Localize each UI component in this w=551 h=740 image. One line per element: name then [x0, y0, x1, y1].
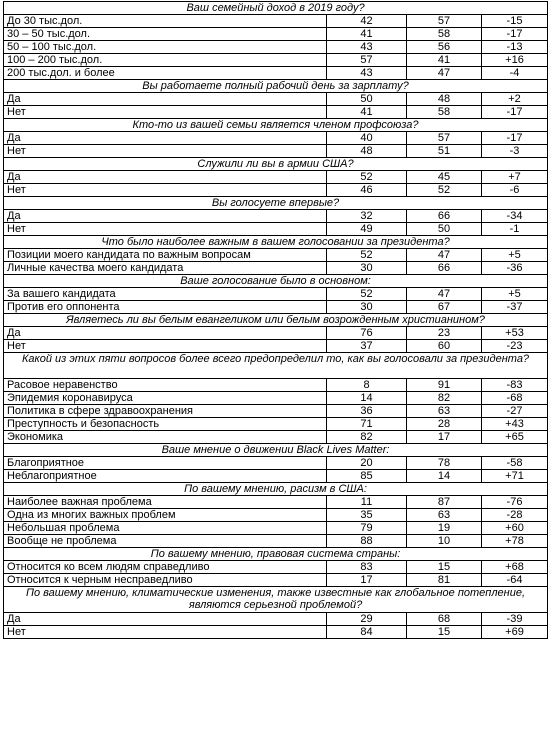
difference-cell: -28	[482, 509, 548, 522]
difference-cell: -39	[482, 613, 548, 626]
value-a-cell: 17	[327, 574, 407, 587]
difference-cell: -4	[482, 67, 548, 80]
value-b-cell: 91	[407, 379, 482, 392]
table-row	[4, 574, 548, 587]
answer-label: Эпидемия коронавируса	[4, 392, 327, 405]
question-text: По вашему мнению, расизм в США:	[4, 483, 548, 496]
answer-label: Экономика	[4, 431, 327, 444]
value-a-cell: 79	[327, 522, 407, 535]
question-row	[4, 2, 548, 15]
value-b-cell: 58	[407, 106, 482, 119]
value-a-cell: 8	[327, 379, 407, 392]
value-a-cell: 35	[327, 509, 407, 522]
value-b-cell: 14	[407, 470, 482, 483]
table-row	[4, 67, 548, 80]
table-row	[4, 249, 548, 262]
question-row	[4, 587, 548, 613]
difference-cell: +68	[482, 561, 548, 574]
question-text: Что было наиболее важным в вашем голосовании за президента?	[4, 236, 548, 249]
table-row	[4, 132, 548, 145]
question-text: Ваше голосование было в основном:	[4, 275, 548, 288]
answer-label: Относится к черным несправедливо	[4, 574, 327, 587]
table-row	[4, 171, 548, 184]
question-row	[4, 548, 548, 561]
value-a-cell: 52	[327, 288, 407, 301]
difference-cell: +60	[482, 522, 548, 535]
value-b-cell: 68	[407, 613, 482, 626]
value-a-cell: 88	[327, 535, 407, 548]
table-row	[4, 223, 548, 236]
value-a-cell: 57	[327, 54, 407, 67]
value-b-cell: 52	[407, 184, 482, 197]
table-row	[4, 93, 548, 106]
difference-cell: -76	[482, 496, 548, 509]
difference-cell: -83	[482, 379, 548, 392]
answer-label: Да	[4, 93, 327, 106]
value-b-cell: 15	[407, 626, 482, 639]
table-row	[4, 210, 548, 223]
answer-label: 100 – 200 тыс.дол.	[4, 54, 327, 67]
value-b-cell: 50	[407, 223, 482, 236]
table-row	[4, 54, 548, 67]
question-row	[4, 158, 548, 171]
table-row	[4, 470, 548, 483]
question-row	[4, 275, 548, 288]
difference-cell: -58	[482, 457, 548, 470]
answer-label: Преступность и безопасность	[4, 418, 327, 431]
table-row	[4, 340, 548, 353]
value-a-cell: 43	[327, 67, 407, 80]
difference-cell: -3	[482, 145, 548, 158]
difference-cell: -23	[482, 340, 548, 353]
value-b-cell: 45	[407, 171, 482, 184]
difference-cell: +7	[482, 171, 548, 184]
value-a-cell: 52	[327, 249, 407, 262]
difference-cell: -27	[482, 405, 548, 418]
value-a-cell: 37	[327, 340, 407, 353]
value-a-cell: 46	[327, 184, 407, 197]
answer-label: Благоприятное	[4, 457, 327, 470]
survey-table	[3, 1, 548, 639]
difference-cell: -68	[482, 392, 548, 405]
answer-label: Неблагоприятное	[4, 470, 327, 483]
value-b-cell: 60	[407, 340, 482, 353]
difference-cell: -1	[482, 223, 548, 236]
difference-cell: -17	[482, 106, 548, 119]
value-a-cell: 83	[327, 561, 407, 574]
value-a-cell: 29	[327, 613, 407, 626]
value-b-cell: 19	[407, 522, 482, 535]
answer-label: Позиции моего кандидата по важным вопросам	[4, 249, 327, 262]
answer-label: 50 – 100 тыс.дол.	[4, 41, 327, 54]
table-row	[4, 262, 548, 275]
table-row	[4, 561, 548, 574]
question-text: Ваш семейный доход в 2019 году?	[4, 2, 548, 15]
value-b-cell: 67	[407, 301, 482, 314]
difference-cell: +43	[482, 418, 548, 431]
difference-cell: -36	[482, 262, 548, 275]
difference-cell: +69	[482, 626, 548, 639]
difference-cell: -64	[482, 574, 548, 587]
value-a-cell: 48	[327, 145, 407, 158]
value-a-cell: 84	[327, 626, 407, 639]
answer-label: Личные качества моего кандидата	[4, 262, 327, 275]
table-row	[4, 405, 548, 418]
table-row	[4, 106, 548, 119]
value-b-cell: 66	[407, 210, 482, 223]
value-a-cell: 41	[327, 106, 407, 119]
value-b-cell: 51	[407, 145, 482, 158]
difference-cell: -34	[482, 210, 548, 223]
value-b-cell: 57	[407, 15, 482, 28]
answer-label: Нет	[4, 184, 327, 197]
answer-label: Нет	[4, 223, 327, 236]
table-row	[4, 522, 548, 535]
question-text: Какой из этих пяти вопросов более всего предопределил то, как вы голосовали за президента?	[4, 353, 548, 379]
table-row	[4, 184, 548, 197]
answer-label: Да	[4, 613, 327, 626]
value-b-cell: 28	[407, 418, 482, 431]
difference-cell: +78	[482, 535, 548, 548]
question-row	[4, 314, 548, 327]
value-a-cell: 43	[327, 41, 407, 54]
table-row	[4, 418, 548, 431]
value-b-cell: 63	[407, 405, 482, 418]
value-b-cell: 63	[407, 509, 482, 522]
value-a-cell: 50	[327, 93, 407, 106]
value-b-cell: 17	[407, 431, 482, 444]
answer-label: Наиболее важная проблема	[4, 496, 327, 509]
difference-cell: +53	[482, 327, 548, 340]
value-b-cell: 58	[407, 28, 482, 41]
answer-label: 30 – 50 тыс.дол.	[4, 28, 327, 41]
answer-label: Одна из многих важных проблем	[4, 509, 327, 522]
question-text: Вы работаете полный рабочий день за зарплату?	[4, 80, 548, 93]
answer-label: Да	[4, 171, 327, 184]
answer-label: Относится ко всем людям справедливо	[4, 561, 327, 574]
value-b-cell: 10	[407, 535, 482, 548]
question-text: Являетесь ли вы белым евангеликом или белым возрожденным христианином?	[4, 314, 548, 327]
table-row	[4, 613, 548, 626]
answer-label: Расовое неравенство	[4, 379, 327, 392]
value-b-cell: 78	[407, 457, 482, 470]
answer-label: Нет	[4, 106, 327, 119]
value-a-cell: 36	[327, 405, 407, 418]
value-a-cell: 41	[327, 28, 407, 41]
question-row	[4, 444, 548, 457]
table-row	[4, 15, 548, 28]
answer-label: Политика в сфере здравоохранения	[4, 405, 327, 418]
question-text: Ваше мнение о движении Black Lives Matter:	[4, 444, 548, 457]
value-a-cell: 30	[327, 262, 407, 275]
table-row	[4, 301, 548, 314]
table-row	[4, 145, 548, 158]
table-row	[4, 457, 548, 470]
value-b-cell: 87	[407, 496, 482, 509]
value-b-cell: 47	[407, 249, 482, 262]
question-row	[4, 119, 548, 132]
question-row	[4, 353, 548, 379]
table-row	[4, 28, 548, 41]
answer-label: Да	[4, 327, 327, 340]
question-row	[4, 236, 548, 249]
table-row	[4, 626, 548, 639]
difference-cell: -17	[482, 28, 548, 41]
question-row	[4, 483, 548, 496]
value-b-cell: 56	[407, 41, 482, 54]
difference-cell: +5	[482, 288, 548, 301]
question-text: По вашему мнению, климатические изменения, также известные как глобальное потепление, являются серьезной проблемой?	[4, 587, 548, 613]
value-a-cell: 49	[327, 223, 407, 236]
value-b-cell: 41	[407, 54, 482, 67]
answer-label: 200 тыс.дол. и более	[4, 67, 327, 80]
difference-cell: -13	[482, 41, 548, 54]
answer-label: Нет	[4, 145, 327, 158]
value-b-cell: 48	[407, 93, 482, 106]
answer-label: Да	[4, 132, 327, 145]
answer-label: Нет	[4, 340, 327, 353]
answer-label: Против его оппонента	[4, 301, 327, 314]
table-row	[4, 496, 548, 509]
table-row	[4, 41, 548, 54]
answer-label: Небольшая проблема	[4, 522, 327, 535]
value-a-cell: 40	[327, 132, 407, 145]
value-b-cell: 82	[407, 392, 482, 405]
table-row	[4, 288, 548, 301]
table-row	[4, 379, 548, 392]
table-row	[4, 509, 548, 522]
value-b-cell: 23	[407, 327, 482, 340]
question-text: Кто-то из вашей семьи является членом профсоюза?	[4, 119, 548, 132]
question-text: Служили ли вы в армии США?	[4, 158, 548, 171]
difference-cell: +71	[482, 470, 548, 483]
value-b-cell: 47	[407, 67, 482, 80]
value-b-cell: 81	[407, 574, 482, 587]
difference-cell: -6	[482, 184, 548, 197]
table-row	[4, 327, 548, 340]
difference-cell: -37	[482, 301, 548, 314]
answer-label: До 30 тыс.дол.	[4, 15, 327, 28]
question-text: Вы голосуете впервые?	[4, 197, 548, 210]
value-a-cell: 42	[327, 15, 407, 28]
value-b-cell: 66	[407, 262, 482, 275]
question-row	[4, 197, 548, 210]
answer-label: Вообще не проблема	[4, 535, 327, 548]
question-row	[4, 80, 548, 93]
value-a-cell: 30	[327, 301, 407, 314]
table-row	[4, 431, 548, 444]
difference-cell: +5	[482, 249, 548, 262]
difference-cell: -17	[482, 132, 548, 145]
value-a-cell: 20	[327, 457, 407, 470]
value-b-cell: 57	[407, 132, 482, 145]
value-a-cell: 82	[327, 431, 407, 444]
table-row	[4, 392, 548, 405]
difference-cell: +16	[482, 54, 548, 67]
value-a-cell: 71	[327, 418, 407, 431]
value-b-cell: 15	[407, 561, 482, 574]
difference-cell: +65	[482, 431, 548, 444]
value-a-cell: 11	[327, 496, 407, 509]
table-row	[4, 535, 548, 548]
value-b-cell: 47	[407, 288, 482, 301]
question-text: По вашему мнению, правовая система страны:	[4, 548, 548, 561]
survey-table-body	[4, 2, 548, 639]
answer-label: Да	[4, 210, 327, 223]
answer-label: Нет	[4, 626, 327, 639]
difference-cell: -15	[482, 15, 548, 28]
answer-label: За вашего кандидата	[4, 288, 327, 301]
value-a-cell: 76	[327, 327, 407, 340]
value-a-cell: 85	[327, 470, 407, 483]
difference-cell: +2	[482, 93, 548, 106]
value-a-cell: 52	[327, 171, 407, 184]
value-a-cell: 32	[327, 210, 407, 223]
value-a-cell: 14	[327, 392, 407, 405]
